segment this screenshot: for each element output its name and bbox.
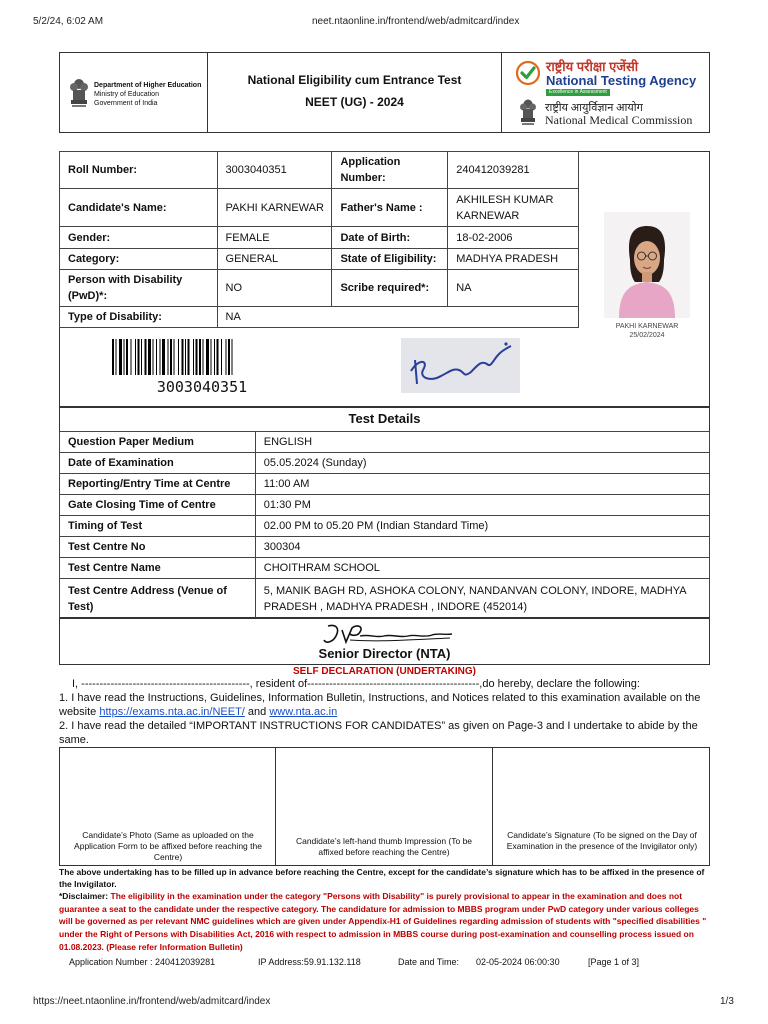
test-detail-value: 02.00 PM to 05.20 PM (Indian Standard Time) (255, 516, 709, 537)
test-detail-value: 05.05.2024 (Sunday) (255, 453, 709, 474)
test-detail-value: ENGLISH (255, 432, 709, 453)
application-number-label: Application Number: (332, 152, 448, 189)
nmc-hindi-name: राष्ट्रीय आयुर्विज्ञान आयोग (545, 102, 643, 114)
nta-tagline: Excellence in Assessment (546, 89, 610, 96)
roll-number-barcode (112, 339, 292, 375)
test-detail-row (60, 537, 710, 558)
declaration-point-1-text: 1. I have read the Instructions, Guidelines, Information Bulletin, Instructions, and Notices related to this examination available on the website (59, 692, 701, 718)
nta-website-link[interactable]: www.nta.ac.in (269, 706, 338, 718)
admit-card-header (59, 52, 710, 133)
test-centre-address-label: Test Centre Address (Venue of Test) (60, 579, 256, 619)
authority-signature-image (320, 620, 460, 648)
pwd-value: NO (217, 270, 332, 307)
nta-english-name: National Testing Agency (546, 73, 697, 88)
state-eligibility-label: State of Eligibility: (332, 249, 448, 270)
browser-url-bottom[interactable]: https://neet.ntaonline.in/frontend/web/admitcard/index (33, 996, 271, 1007)
authority-section (59, 618, 710, 665)
test-detail-value: 11:00 AM (255, 474, 709, 495)
test-detail-row (60, 516, 710, 537)
category-label: Category: (60, 249, 218, 270)
candidate-signature-box: Candidate’s Signature (To be signed on the Day of Examination in the presence of the Invigilator only) (506, 830, 698, 851)
footer-datetime-label: Date and Time: (398, 957, 460, 967)
test-detail-value: CHOITHRAM SCHOOL (255, 558, 709, 579)
test-centre-address-value: 5, MANIK BAGH RD, ASHOKA COLONY, NANDANVAN COLONY, INDORE, MADHYA PRADESH , MADHYA PRADESH , INDORE (452014) (255, 579, 709, 619)
photo-caption-name: PAKHI KARNEWAR (615, 323, 679, 330)
test-detail-value: 300304 (255, 537, 709, 558)
test-detail-row (60, 453, 710, 474)
exam-title: National Eligibility cum Entrance Test (247, 73, 462, 87)
scribe-value: NA (448, 270, 579, 307)
gender-label: Gender: (60, 227, 218, 249)
candidate-signature-image (401, 338, 520, 393)
emblem-icon (69, 76, 89, 110)
declaration-heading: SELF DECLARATION (UNDERTAKING) (293, 666, 476, 677)
candidate-photo (604, 212, 690, 318)
exam-subtitle: NEET (UG) - 2024 (305, 95, 404, 109)
declaration-and: and (244, 706, 270, 718)
test-detail-label: Date of Examination (60, 453, 256, 474)
application-number-value: 240412039281 (448, 152, 579, 189)
declaration-boxes (59, 747, 710, 866)
nmc-english-name: National Medical Commission (545, 113, 693, 127)
disability-type-label: Type of Disability: (60, 307, 218, 328)
declaration-point-2: 2. I have read the detailed “IMPORTANT INSTRUCTIONS FOR CANDIDATES” as given on Page-3 and I undertake to abide by the same. (59, 720, 698, 746)
gender-value: FEMALE (217, 227, 332, 249)
scribe-label: Scribe required*: (332, 270, 448, 307)
disclaimer (59, 890, 710, 954)
state-eligibility-value: MADHYA PRADESH (448, 249, 579, 270)
test-detail-label: Question Paper Medium (60, 432, 256, 453)
roll-number-label: Roll Number: (60, 152, 218, 189)
test-detail-label: Gate Closing Time of Centre (60, 495, 256, 516)
disclaimer-text: The eligibility in the examination under the category "Persons with Disability" is purely provisional to appear in the examination and does not guarantee a seat to the candidate under the respective category. The candidature for admission to MBBS program under PwD category under various colleges will be governed as per relevant NMC guidelines which are given under Appendix-H1 of Guidelines regarding admission of students with "specified disabilities " under the Right of Persons with Disabilities Act, 2016 with respect to admission in MBBS course during post-examination and counselling process issued on 01.08.2023. (Please refer Information Bulletin) (59, 891, 707, 952)
browser-url[interactable]: neet.ntaonline.in/frontend/web/admitcard/index (312, 16, 520, 27)
authority-title: Senior Director (NTA) (318, 646, 451, 661)
test-details-section (59, 407, 710, 618)
browser-page-count: 1/3 (720, 996, 734, 1007)
roll-number-value: 3003040351 (217, 152, 332, 189)
test-detail-row (60, 495, 710, 516)
dob-label: Date of Birth: (332, 227, 448, 249)
thumb-impression-box: Candidate’s left-hand thumb Impression (To be affixed before reaching the Centre) (295, 836, 473, 857)
ministry-name: Ministry of Education (94, 91, 159, 98)
photo-caption-date: 25/02/2024 (629, 332, 665, 339)
father-name-value: AKHILESH KUMAR KARNEWAR (448, 189, 579, 227)
dept-name: Department of Higher Education (94, 82, 202, 89)
footer-app-number: Application Number : 240412039281 (69, 957, 216, 967)
nmc-emblem-icon (520, 97, 536, 127)
test-detail-label: Reporting/Entry Time at Centre (60, 474, 256, 495)
test-detail-row (60, 474, 710, 495)
category-value: GENERAL (217, 249, 332, 270)
disclaimer-label: *Disclaimer: (59, 891, 111, 901)
candidate-name-value: PAKHI KARNEWAR (217, 189, 332, 227)
candidate-details-section (59, 151, 710, 407)
dob-value: 18-02-2006 (448, 227, 579, 249)
barcode-number: 3003040351 (156, 378, 248, 396)
test-detail-row (60, 558, 710, 579)
nta-logo-icon (516, 61, 540, 85)
test-detail-label: Test Centre Name (60, 558, 256, 579)
test-detail-row (60, 432, 710, 453)
declaration-line: I, ----------------------------------------------, resident of-----------------------------------------------,do hereby, declare the following: (72, 678, 640, 690)
government-name: Government of India (94, 100, 158, 107)
nta-hindi-name: राष्ट्रीय परीक्षा एजेंसी (546, 59, 639, 74)
test-details-heading: Test Details (348, 411, 421, 426)
photo-affix-box: Candidate’s Photo (Same as uploaded on the Application Form to be affixed before reaching the Centre) (74, 830, 262, 862)
footer-datetime-value: 02-05-2024 06:00:30 (476, 957, 560, 967)
pwd-label: Person with Disability (PwD)*: (60, 270, 218, 307)
declaration-point-1 (59, 691, 710, 719)
browser-datetime: 5/2/24, 6:02 AM (33, 16, 104, 27)
test-detail-label: Timing of Test (60, 516, 256, 537)
test-detail-value: 01:30 PM (255, 495, 709, 516)
footer-ip: IP Address:59.91.132.118 (258, 957, 361, 967)
test-detail-label: Test Centre No (60, 537, 256, 558)
candidate-name-label: Candidate's Name: (60, 189, 218, 227)
footer-page: [Page 1 of 3] (588, 957, 640, 967)
nta-neet-link[interactable]: https://exams.nta.ac.in/NEET/ (99, 706, 245, 718)
declaration-note: The above undertaking has to be filled up in advance before reaching the Centre, except for the candidate’s signature which has to be affixed in the presence of the Invigilator. (59, 867, 705, 889)
disability-type-value: NA (217, 307, 578, 328)
father-name-label: Father's Name : (332, 189, 448, 227)
